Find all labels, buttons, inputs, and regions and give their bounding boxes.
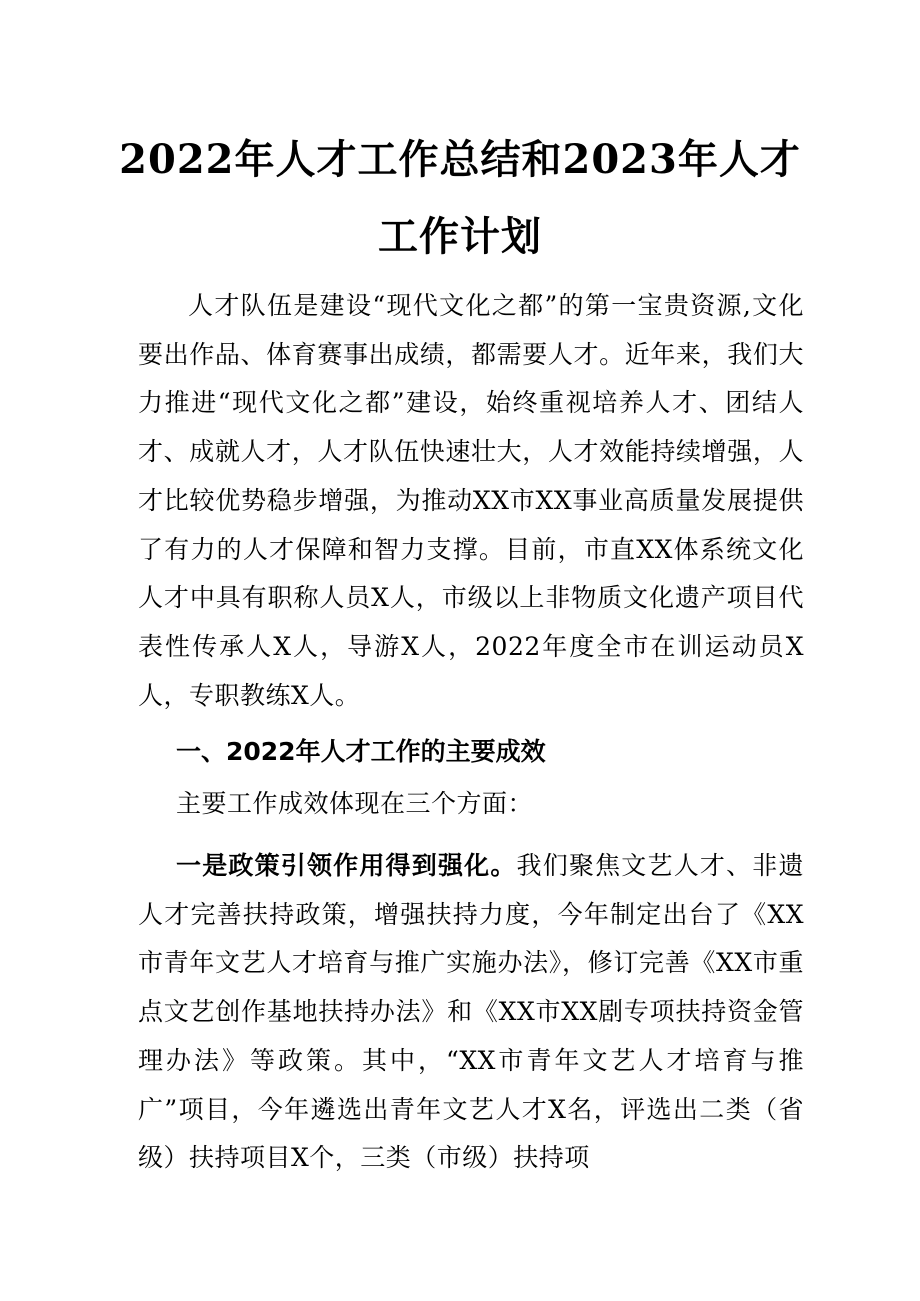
intro-paragraph: 人才队伍是建设“现代文化之都”的第一宝贵资源,文化要出作品、体育赛事出成绩，都需要人才。近年来，我们大力推进“现代文化之都”建设，始终重视培养人才、团结人才、成就人才，人才队伍快速壮大，人才效能持续增强，人才比较优势稳步增强，为推动XX市XX事业高质量发展提供了有力的人才保障和智力支撑。目前，市直XX体系统文化人才中具有职称人员X人，市级以上非物质文化遗产项目代表性传承人X人，导游X人，2022年度全市在训运动员X人，专职教练X人。 [138, 291, 804, 710]
section-intro-paragraph: 主要工作成效体现在三个方面： [176, 789, 534, 818]
policy-body-text: 我们聚焦文艺人才、非遗人才完善扶持政策，增强扶持力度，今年制定出台了《XX市青年文艺人才培育与推广实施办法》，修订完善《XX市重点文艺创作基地扶持办法》和《XX市XX剧专项扶持资金管理办法》等政策。其中，“XX市青年文艺人才培育与推广”项目，今年遴选出青年文艺人才X名，评选出二类（省级）扶持项目X个，三类（市级）扶持项 [138, 851, 804, 1173]
document-title-line-2: 工作计划 [378, 213, 542, 260]
section-heading: 一、2022年人才工作的主要成效 [176, 737, 546, 766]
document-title-line-1: 2022年人才工作总结和2023年人才 [119, 136, 801, 183]
policy-lead-text: 一是政策引领作用得到强化。 [176, 851, 517, 880]
policy-paragraph [138, 842, 804, 1183]
